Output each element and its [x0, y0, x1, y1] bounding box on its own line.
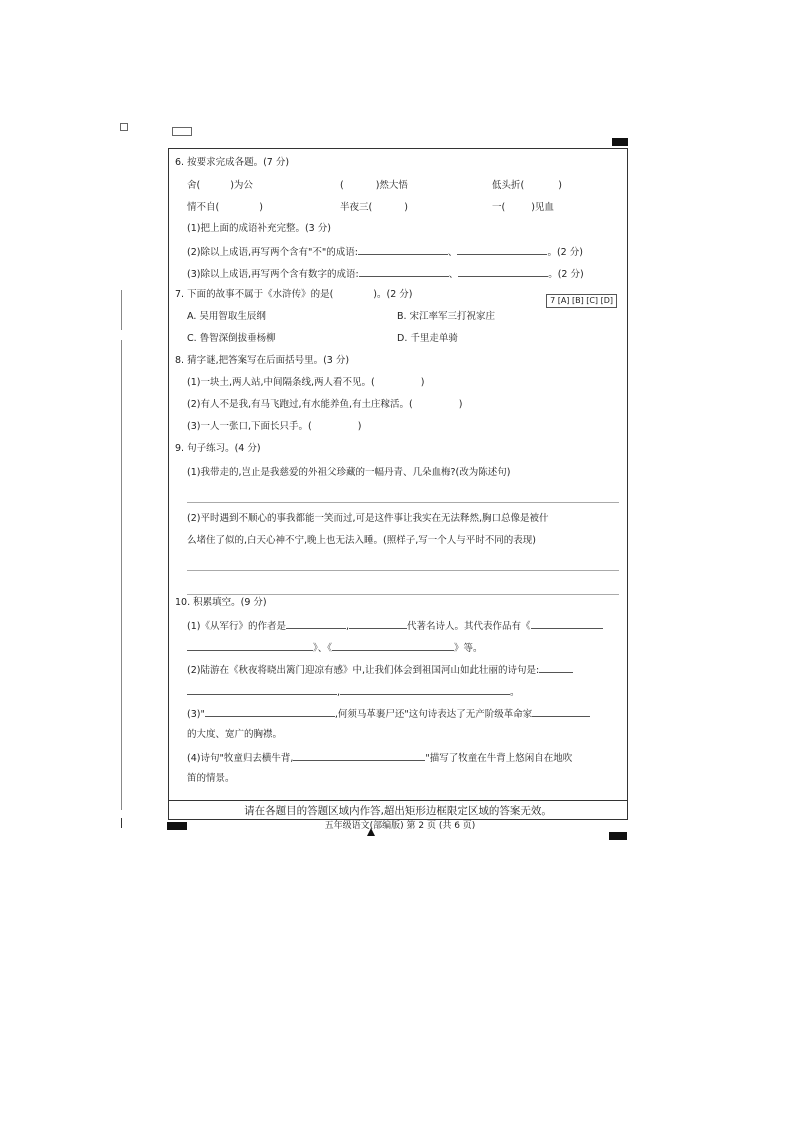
answer-blank[interactable] — [340, 684, 510, 695]
registration-mark-bottom-left — [167, 822, 187, 830]
q10-item-1: (1)《从军行》的作者是 , 代著名诗人。其代表作品有《 — [187, 618, 603, 634]
q10-item-4: (4)诗句"牧童归去横牛背, "描写了牧童在牛背上悠闲自在地吹 — [187, 750, 572, 766]
answer-blank[interactable] — [457, 244, 547, 255]
answer-blank[interactable] — [532, 706, 590, 717]
q10-item-2b: , 。 — [187, 684, 520, 700]
answer-blank[interactable] — [358, 244, 448, 255]
writing-line[interactable] — [187, 594, 619, 595]
registration-mark-top-right — [612, 138, 628, 146]
answer-blank[interactable] — [187, 684, 337, 695]
q10-title: 10. 积累填空。(9 分) — [175, 597, 267, 608]
q10-item-3b: 的大度、宽广的胸襟。 — [187, 729, 283, 740]
answer-blank[interactable] — [359, 266, 449, 277]
q7-title: 7. 下面的故事不属于《水浒传》的是( )。(2 分) — [175, 289, 413, 300]
q7-option-a: A. 吴用智取生辰纲 — [187, 311, 266, 322]
writing-line[interactable] — [187, 502, 619, 503]
answer-blank[interactable] — [531, 618, 603, 629]
idiom-3: 低头折( ) — [492, 180, 562, 191]
corner-mark-small — [120, 123, 128, 131]
corner-mark-box — [172, 127, 192, 136]
q9-sentence-2b: 么堵住了似的,白天心神不宁,晚上也无法入睡。(照样子,写一个人与平时不同的表现) — [187, 535, 536, 546]
idiom-5: 半夜三( ) — [340, 202, 408, 213]
registration-mark-bottom-right — [609, 832, 627, 840]
answer-blank[interactable] — [539, 662, 573, 673]
q10-item-4b: 笛的情景。 — [187, 773, 235, 784]
answer-blank[interactable] — [293, 750, 425, 761]
answer-blank[interactable] — [332, 640, 454, 651]
q6-sub2: (2)除以上成语,再写两个含有"不"的成语: 、 。(2 分) — [187, 244, 583, 260]
q8-riddle-2: (2)有人不是我,有马飞跑过,有水能养鱼,有土庄稼活。( ) — [187, 399, 463, 410]
q9-sentence-2a: (2)平时遇到不顺心的事我都能一笑而过,可是这件事让我实在无法释然,胸口总像是被什 — [187, 513, 549, 524]
writing-line[interactable] — [187, 570, 619, 571]
answer-area-notice: 请在各题目的答题区域内作答,超出矩形边框限定区域的答案无效。 — [168, 800, 628, 820]
idiom-6: 一( )见血 — [492, 202, 554, 213]
q8-riddle-3: (3)一人一张口,下面长只手。( ) — [187, 421, 362, 432]
q6-sub1: (1)把上面的成语补充完整。(3 分) — [187, 223, 331, 234]
q7-option-c: C. 鲁智深倒拔垂杨柳 — [187, 333, 276, 344]
page-number: 五年级语文(部编版) 第 2 页 (共 6 页) — [324, 821, 476, 831]
q10-item-2: (2)陆游在《秋夜将晓出篱门迎凉有感》中,让我们体会到祖国河山如此壮丽的诗句是: — [187, 662, 573, 678]
answer-blank[interactable] — [286, 618, 346, 629]
answer-blank[interactable] — [205, 706, 335, 717]
q6-title: 6. 按要求完成各题。(7 分) — [175, 157, 290, 168]
answer-blank[interactable] — [187, 640, 313, 651]
q9-title: 9. 句子练习。(4 分) — [175, 443, 261, 454]
q10-item-1b: 》、《 》等。 — [187, 640, 483, 656]
idiom-4: 情不自( ) — [187, 202, 263, 213]
idiom-2: ( )然大悟 — [340, 180, 408, 191]
answer-blank[interactable] — [458, 266, 548, 277]
idiom-1: 舍( )为公 — [187, 180, 253, 191]
triangle-marker-icon — [367, 828, 375, 836]
q9-sentence-1: (1)我带走的,岂止是我慈爱的外祖父珍藏的一幅丹青、几朵血梅?(改为陈述句) — [187, 467, 511, 478]
q7-answer-box[interactable]: 7 [A] [B] [C] [D] — [546, 294, 617, 308]
margin-line — [121, 340, 122, 810]
q6-sub3: (3)除以上成语,再写两个含有数字的成语: 、 。(2 分) — [187, 266, 584, 282]
q7-option-d: D. 千里走单骑 — [397, 333, 458, 344]
q10-item-3: (3)" ,何须马革裹尸还"这句诗表达了无产阶级革命家 — [187, 706, 590, 722]
q8-title: 8. 猜字谜,把答案写在后面括号里。(3 分) — [175, 355, 350, 366]
answer-blank[interactable] — [349, 618, 407, 629]
margin-line — [121, 818, 122, 828]
margin-line — [121, 290, 122, 330]
q8-riddle-1: (1)一块土,两人站,中间隔条线,两人看不见。( ) — [187, 377, 425, 388]
q7-option-b: B. 宋江率军三打祝家庄 — [397, 311, 496, 322]
